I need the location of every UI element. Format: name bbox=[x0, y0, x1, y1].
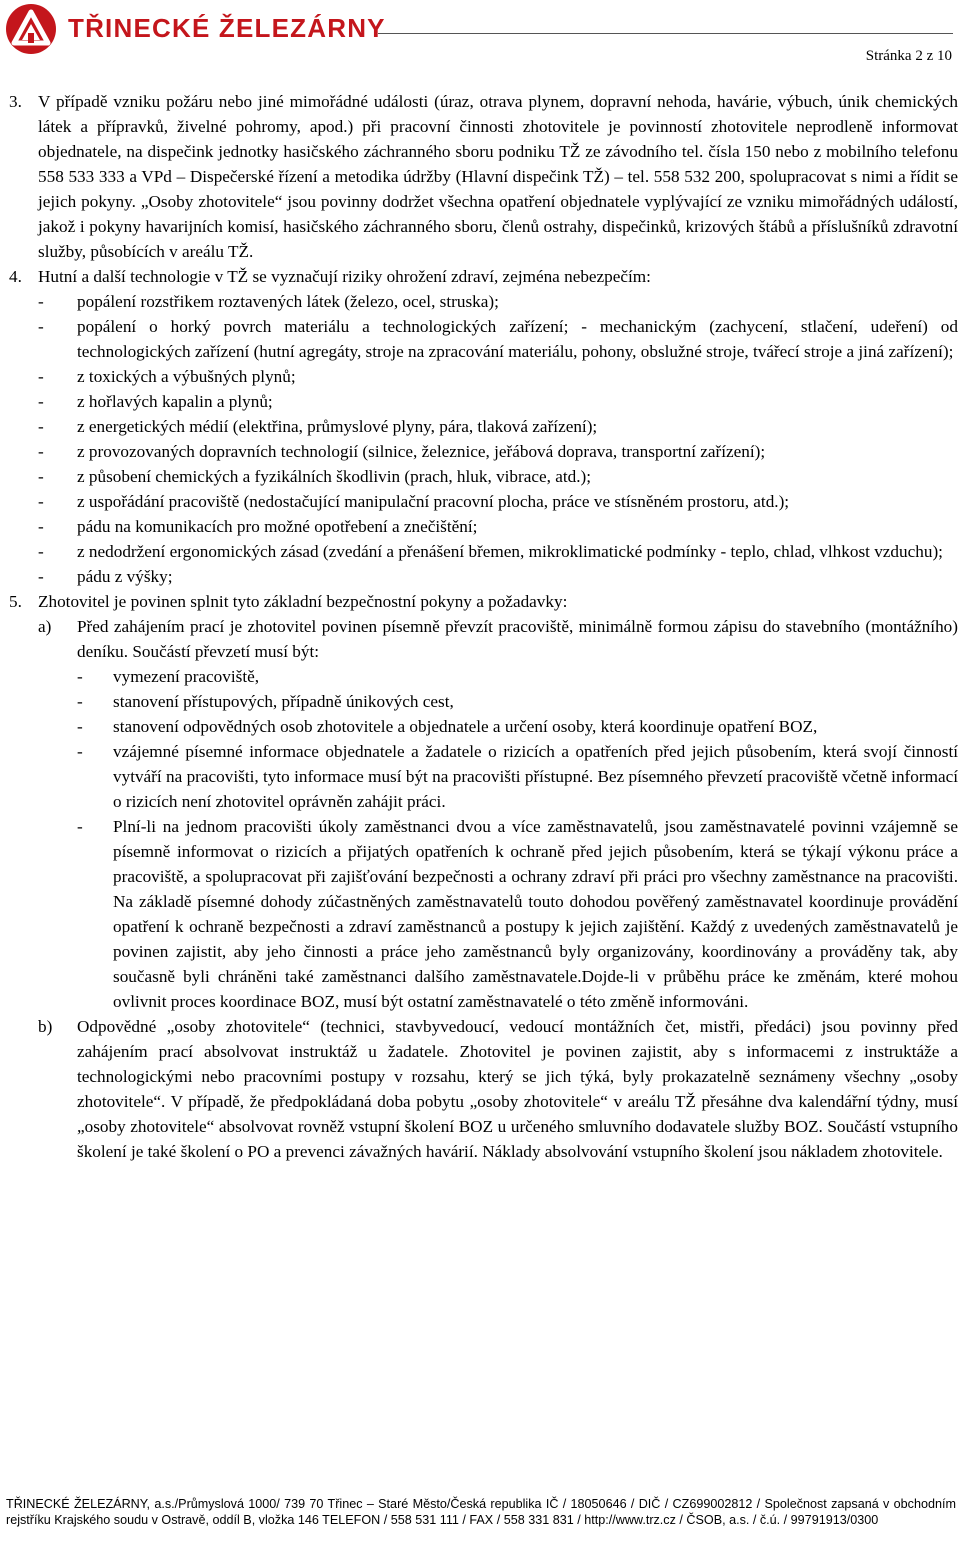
hazard-list bbox=[9, 289, 958, 589]
header-rule bbox=[378, 33, 953, 34]
list-dash: - bbox=[77, 692, 83, 711]
hazard-item bbox=[9, 439, 958, 464]
hazard-item bbox=[9, 364, 958, 389]
list-dash: - bbox=[77, 667, 83, 686]
item-text: Hutní a další technologie v TŽ se vyznačují riziky ohrožení zdraví, zejména nebezpečím: bbox=[38, 267, 651, 286]
requirement-item bbox=[9, 814, 958, 1014]
hazard-item bbox=[9, 389, 958, 414]
company-logo-icon bbox=[5, 3, 57, 55]
hazard-text: z provozovaných dopravních technologií (silnice, železnice, jeřábová doprava, transportní zařízení); bbox=[77, 442, 766, 461]
hazard-text: popálení rozstřikem roztavených látek (železo, ocel, struska); bbox=[77, 292, 499, 311]
list-dash: - bbox=[38, 417, 44, 436]
hazard-item bbox=[9, 464, 958, 489]
item-4 bbox=[9, 264, 958, 289]
sub-item-a bbox=[9, 614, 958, 664]
sub-item-text: Odpovědné „osoby zhotovitele“ (technici, stavbyvedoucí, vedoucí montážních čet, mistři, předáci) jsou povinny před zahájením prací absolvovat instruktáž u žadatele. Zhotovitel je povinen zajistit, aby s informacemi z instruktáže a technologickými nebo pracovními postupy v rozsahu, který se jich týká, byly prokazatelně seznámeny všechny „osoby zhotovitele“. V případě, že předpokládaná doba pobytu „osoby zhotovitele“ v areálu TŽ přesáhne dva kalendářní týdny, musí „osoby zhotovitele“ absolvovat rovněž vstupní školení BOZ u určeného smluvního dodavatele služby BOZ. Součástí vstupního školení je také školení o PO a prevenci závažných havárií. Náklady absolvování vstupního školení jsou nákladem zhotovitele. bbox=[77, 1017, 958, 1161]
page-number: Stránka 2 z 10 bbox=[865, 48, 952, 64]
item-number: 5. bbox=[9, 592, 22, 611]
hazard-item bbox=[9, 539, 958, 564]
hazard-item bbox=[9, 414, 958, 439]
company-name: TŘINECKÉ ŽELEZÁRNY bbox=[68, 13, 386, 43]
hazard-text: z působení chemických a fyzikálních škodlivin (prach, hluk, vibrace, atd.); bbox=[77, 467, 592, 486]
sub-item-b bbox=[9, 1014, 958, 1164]
item-text: V případě vzniku požáru nebo jiné mimořádné události (úraz, otrava plynem, dopravní nehoda, havárie, výbuch, únik chemických látek a přípravků, živelné pohromy, apod.) při pracovní činnosti zhotovitele je povinností zhotovitele neprodleně informovat objednatele, na dispečink jednotky hasičského záchranného sboru podniku TŽ ze závodního tel. čísla 150 nebo z mobilního telefonu 558 533 333 a VPd – Dispečerské řízení a metodika údržby (Hlavní dispečink TŽ) – tel. 558 532 200, spolupracovat s nimi a řídit se jejich pokyny. „Osoby zhotovitele“ jsou povinny dodržet všechna opatření objednatele vyplývající ze vzniku mimořádných událostí, jakož i pokyny havarijních komisí, hasičského záchranného sboru, členů ostrahy, dispečinků, krizových štábů a příslušníků zdravotní služby, působících v areálu TŽ. bbox=[38, 92, 958, 261]
requirement-item bbox=[9, 689, 958, 714]
hazard-item bbox=[9, 564, 958, 589]
requirement-text: Plní-li na jednom pracovišti úkoly zaměstnanci dvou a více zaměstnavatelů, jsou zaměstnavatelé povinni vzájemně se písemně informovat o rizicích a přijatých opatřeních k ochraně před jejich působením, která se týkají výkonu práce a pracoviště, a spolupracovat při zajišťování bezpečnosti a ochrany zdraví při práci pro všechny zaměstnance na pracovišti. Na základě písemné dohody zúčastněných zaměstnavatelů touto dohodou pověřený zaměstnavatel koordinuje provádění opatření k ochraně bezpečnosti a zdraví zaměstnanců a postupy k jejich zajištění. Každý z uvedených zaměstnavatelů je povinen zajistit, aby jeho činnosti a práce jeho zaměstnanců byly organizovány, koordinovány a prováděny tak, aby současně byli chráněni také zaměstnanci dalšího zaměstnavatele.Dojde-li v průběhu práce ke změnám, které mohou ovlivnit proces koordinace BOZ, musí být ostatní zaměstnavatelé o této změně informováni. bbox=[113, 817, 958, 1011]
requirement-item bbox=[9, 714, 958, 739]
sub-item-mark: a) bbox=[38, 617, 52, 636]
takeover-requirements-list bbox=[9, 664, 958, 1014]
list-dash: - bbox=[38, 442, 44, 461]
hazard-text: pádu na komunikacích pro možné opotřebení a znečištění; bbox=[77, 517, 478, 536]
hazard-text: pádu z výšky; bbox=[77, 567, 173, 586]
sub-item-text: Před zahájením prací je zhotovitel povinen písemně převzít pracoviště, minimálně formou zápisu do stavebního (montážního) deníku. Součástí převzetí musí být: bbox=[77, 617, 958, 661]
requirement-item bbox=[9, 739, 958, 814]
requirement-text: stanovení přístupových, případně únikových cest, bbox=[113, 692, 454, 711]
list-dash: - bbox=[38, 317, 44, 336]
hazard-text: z toxických a výbušných plynů; bbox=[77, 367, 296, 386]
list-dash: - bbox=[38, 517, 44, 536]
page-header bbox=[0, 0, 960, 70]
list-dash: - bbox=[38, 367, 44, 386]
requirement-text: stanovení odpovědných osob zhotovitele a objednatele a určení osoby, která koordinuje opatření BOZ, bbox=[113, 717, 818, 736]
hazard-text: popálení o horký povrch materiálu a technologických zařízení; - mechanickým (zachycení, stlačení, udeření) od technologických zařízení (hutní agregáty, stroje na zpracování materiálu, pohony, obslužné stroje, tvářecí stroje a jiná zařízení); bbox=[77, 317, 958, 361]
requirement-text: vymezení pracoviště, bbox=[113, 667, 260, 686]
hazard-item bbox=[9, 489, 958, 514]
list-dash: - bbox=[38, 567, 44, 586]
item-number: 3. bbox=[9, 92, 22, 111]
list-dash: - bbox=[77, 742, 83, 761]
list-dash: - bbox=[38, 492, 44, 511]
hazard-item bbox=[9, 314, 958, 364]
sub-item-mark: b) bbox=[38, 1017, 53, 1036]
list-dash: - bbox=[38, 292, 44, 311]
hazard-text: z energetických médií (elektřina, průmyslové plyny, pára, tlaková zařízení); bbox=[77, 417, 598, 436]
list-dash: - bbox=[38, 542, 44, 561]
hazard-text: z nedodržení ergonomických zásad (zvedání a přenášení břemen, mikroklimatické podmínky - teplo, chlad, vlhkost vzduchu); bbox=[77, 542, 943, 561]
hazard-item bbox=[9, 289, 958, 314]
hazard-text: z uspořádání pracoviště (nedostačující manipulační pracovní plocha, práce ve stísněném prostoru, atd.); bbox=[77, 492, 790, 511]
item-5 bbox=[9, 589, 958, 614]
hazard-item bbox=[9, 514, 958, 539]
list-dash: - bbox=[77, 717, 83, 736]
item-3 bbox=[9, 89, 958, 264]
item-text: Zhotovitel je povinen splnit tyto základní bezpečnostní pokyny a požadavky: bbox=[38, 592, 568, 611]
requirement-item bbox=[9, 664, 958, 689]
hazard-text: z hořlavých kapalin a plynů; bbox=[77, 392, 273, 411]
list-dash: - bbox=[77, 817, 83, 836]
list-dash: - bbox=[38, 467, 44, 486]
page-footer: TŘINECKÉ ŽELEZÁRNY, a.s./Průmyslová 1000/ 739 70 Třinec – Staré Město/Česká republika IČ / 18050646 / DIČ / CZ699002812 / Společnost zapsaná v obchodním rejstříku Krajského soudu v Ostravě, oddíl B, vložka 146 TELEFON / 558 531 111 / FAX / 558 331 831 / http://www.trz.cz / ČSOB, a.s. / č.ú. / 99791913/0300 bbox=[6, 1497, 956, 1527]
requirement-text: vzájemné písemné informace objednatele a žadatele o rizicích a opatřeních před jejich působením, která svojí činností vytváří na pracovišti, tyto informace musí být na pracovišti přístupné. Bez písemného převzetí pracoviště včetně informací o rizicích není zhotovitel oprávněn zahájit práci. bbox=[113, 742, 958, 811]
document-body bbox=[9, 89, 958, 1164]
item-number: 4. bbox=[9, 267, 22, 286]
list-dash: - bbox=[38, 392, 44, 411]
